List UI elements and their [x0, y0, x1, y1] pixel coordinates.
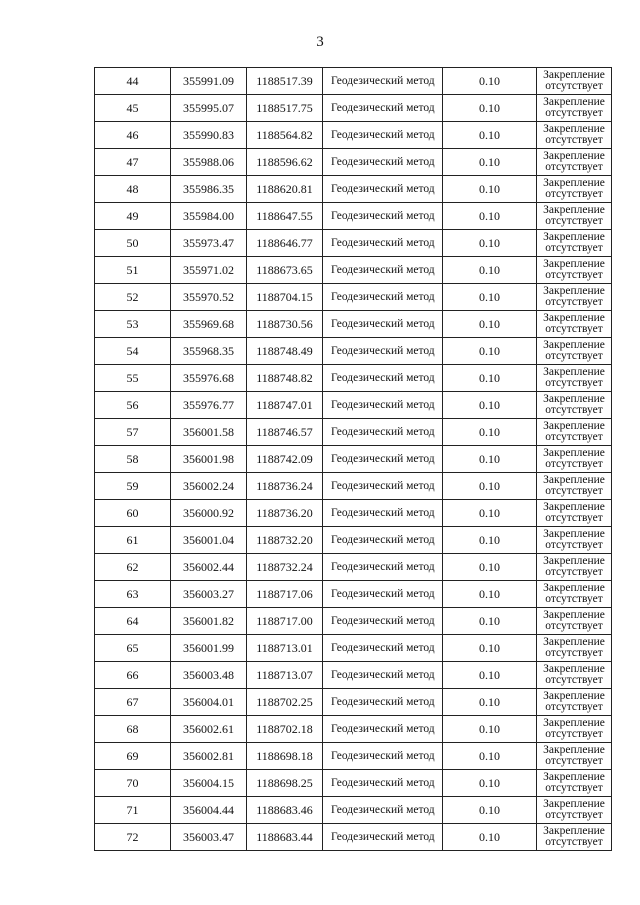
fixation-text: отсутствует: [545, 809, 603, 821]
fixation-text: Закрепление: [543, 771, 605, 783]
fixation-text: Закрепление: [543, 663, 605, 675]
y-coordinate-cell: 1188713.07: [247, 662, 323, 689]
x-coordinate-cell: 355976.68: [171, 365, 247, 392]
y-coordinate-cell: 1188646.77: [247, 230, 323, 257]
fixation-cell: [537, 176, 612, 203]
method-cell: Геодезический метод: [323, 716, 443, 743]
point-number-cell: 71: [95, 797, 171, 824]
fixation-text: отсутствует: [545, 485, 603, 497]
fixation-text: Закрепление: [543, 420, 605, 432]
fixation-text: Закрепление: [543, 96, 605, 108]
table-row: [95, 392, 612, 419]
table-row: [95, 608, 612, 635]
coordinates-table-body: [95, 68, 612, 851]
accuracy-cell: 0.10: [443, 743, 537, 770]
method-cell: Геодезический метод: [323, 581, 443, 608]
y-coordinate-cell: 1188673.65: [247, 257, 323, 284]
point-number-cell: 63: [95, 581, 171, 608]
fixation-text: отсутствует: [545, 458, 603, 470]
method-cell: Геодезический метод: [323, 527, 443, 554]
method-cell: Геодезический метод: [323, 662, 443, 689]
fixation-text: отсутствует: [545, 728, 603, 740]
point-number-cell: 60: [95, 500, 171, 527]
fixation-cell: [537, 446, 612, 473]
table-row: [95, 365, 612, 392]
table-row: [95, 446, 612, 473]
table-row: [95, 473, 612, 500]
method-cell: Геодезический метод: [323, 338, 443, 365]
accuracy-cell: 0.10: [443, 122, 537, 149]
fixation-text: Закрепление: [543, 528, 605, 540]
y-coordinate-cell: 1188702.18: [247, 716, 323, 743]
table-row: [95, 662, 612, 689]
table-row: [95, 311, 612, 338]
table-row: [95, 554, 612, 581]
point-number-cell: 61: [95, 527, 171, 554]
x-coordinate-cell: 356004.44: [171, 797, 247, 824]
x-coordinate-cell: 356003.47: [171, 824, 247, 851]
fixation-cell: [537, 635, 612, 662]
fixation-cell: [537, 500, 612, 527]
y-coordinate-cell: 1188596.62: [247, 149, 323, 176]
accuracy-cell: 0.10: [443, 311, 537, 338]
method-cell: Геодезический метод: [323, 365, 443, 392]
point-number-cell: 55: [95, 365, 171, 392]
point-number-cell: 56: [95, 392, 171, 419]
table-row: [95, 770, 612, 797]
table-row: [95, 419, 612, 446]
fixation-text: отсутствует: [545, 80, 603, 92]
y-coordinate-cell: 1188717.06: [247, 581, 323, 608]
fixation-cell: [537, 743, 612, 770]
fixation-text: отсутствует: [545, 404, 603, 416]
fixation-text: Закрепление: [543, 582, 605, 594]
fixation-text: Закрепление: [543, 825, 605, 837]
point-number-cell: 45: [95, 95, 171, 122]
accuracy-cell: 0.10: [443, 473, 537, 500]
fixation-text: Закрепление: [543, 285, 605, 297]
method-cell: Геодезический метод: [323, 149, 443, 176]
fixation-cell: [537, 608, 612, 635]
table-row: [95, 824, 612, 851]
accuracy-cell: 0.10: [443, 338, 537, 365]
point-number-cell: 46: [95, 122, 171, 149]
accuracy-cell: 0.10: [443, 662, 537, 689]
fixation-cell: [537, 770, 612, 797]
y-coordinate-cell: 1188564.82: [247, 122, 323, 149]
method-cell: Геодезический метод: [323, 770, 443, 797]
fixation-text: Закрепление: [543, 636, 605, 648]
method-cell: Геодезический метод: [323, 500, 443, 527]
accuracy-cell: 0.10: [443, 284, 537, 311]
y-coordinate-cell: 1188748.82: [247, 365, 323, 392]
table-row: [95, 500, 612, 527]
fixation-text: Закрепление: [543, 258, 605, 270]
fixation-text: отсутствует: [545, 377, 603, 389]
accuracy-cell: 0.10: [443, 527, 537, 554]
table-row: [95, 284, 612, 311]
x-coordinate-cell: 356003.27: [171, 581, 247, 608]
point-number-cell: 59: [95, 473, 171, 500]
fixation-text: отсутствует: [545, 593, 603, 605]
x-coordinate-cell: 355991.09: [171, 68, 247, 95]
point-number-cell: 48: [95, 176, 171, 203]
fixation-text: отсутствует: [545, 566, 603, 578]
method-cell: Геодезический метод: [323, 689, 443, 716]
y-coordinate-cell: 1188748.49: [247, 338, 323, 365]
fixation-cell: [537, 68, 612, 95]
fixation-text: отсутствует: [545, 539, 603, 551]
fixation-cell: [537, 716, 612, 743]
method-cell: Геодезический метод: [323, 635, 443, 662]
fixation-text: отсутствует: [545, 431, 603, 443]
y-coordinate-cell: 1188732.24: [247, 554, 323, 581]
fixation-text: Закрепление: [543, 447, 605, 459]
fixation-cell: [537, 419, 612, 446]
point-number-cell: 49: [95, 203, 171, 230]
table-row: [95, 230, 612, 257]
table-row: [95, 581, 612, 608]
method-cell: Геодезический метод: [323, 446, 443, 473]
table-row: [95, 527, 612, 554]
x-coordinate-cell: 355990.83: [171, 122, 247, 149]
y-coordinate-cell: 1188517.75: [247, 95, 323, 122]
fixation-text: Закрепление: [543, 798, 605, 810]
method-cell: Геодезический метод: [323, 176, 443, 203]
y-coordinate-cell: 1188620.81: [247, 176, 323, 203]
fixation-text: отсутствует: [545, 134, 603, 146]
table-row: [95, 203, 612, 230]
fixation-cell: [537, 662, 612, 689]
method-cell: Геодезический метод: [323, 95, 443, 122]
accuracy-cell: 0.10: [443, 176, 537, 203]
table-row: [95, 338, 612, 365]
table-row: [95, 257, 612, 284]
accuracy-cell: 0.10: [443, 149, 537, 176]
x-coordinate-cell: 356000.92: [171, 500, 247, 527]
method-cell: Геодезический метод: [323, 230, 443, 257]
y-coordinate-cell: 1188713.01: [247, 635, 323, 662]
point-number-cell: 57: [95, 419, 171, 446]
accuracy-cell: 0.10: [443, 635, 537, 662]
fixation-text: Закрепление: [543, 204, 605, 216]
fixation-text: Закрепление: [543, 69, 605, 81]
point-number-cell: 68: [95, 716, 171, 743]
accuracy-cell: 0.10: [443, 446, 537, 473]
fixation-text: отсутствует: [545, 269, 603, 281]
table-row: [95, 797, 612, 824]
table-row: [95, 716, 612, 743]
accuracy-cell: 0.10: [443, 392, 537, 419]
x-coordinate-cell: 356004.01: [171, 689, 247, 716]
x-coordinate-cell: 355973.47: [171, 230, 247, 257]
accuracy-cell: 0.10: [443, 824, 537, 851]
fixation-text: отсутствует: [545, 296, 603, 308]
x-coordinate-cell: 356001.98: [171, 446, 247, 473]
fixation-cell: [537, 554, 612, 581]
fixation-cell: [537, 473, 612, 500]
method-cell: Геодезический метод: [323, 797, 443, 824]
accuracy-cell: 0.10: [443, 716, 537, 743]
fixation-text: Закрепление: [543, 690, 605, 702]
point-number-cell: 51: [95, 257, 171, 284]
y-coordinate-cell: 1188698.25: [247, 770, 323, 797]
accuracy-cell: 0.10: [443, 500, 537, 527]
fixation-cell: [537, 230, 612, 257]
point-number-cell: 70: [95, 770, 171, 797]
fixation-text: Закрепление: [543, 555, 605, 567]
fixation-cell: [537, 338, 612, 365]
fixation-cell: [537, 284, 612, 311]
fixation-cell: [537, 95, 612, 122]
accuracy-cell: 0.10: [443, 797, 537, 824]
point-number-cell: 44: [95, 68, 171, 95]
x-coordinate-cell: 356001.04: [171, 527, 247, 554]
method-cell: Геодезический метод: [323, 203, 443, 230]
method-cell: Геодезический метод: [323, 608, 443, 635]
fixation-text: отсутствует: [545, 701, 603, 713]
point-number-cell: 64: [95, 608, 171, 635]
fixation-text: Закрепление: [543, 744, 605, 756]
accuracy-cell: 0.10: [443, 581, 537, 608]
fixation-cell: [537, 257, 612, 284]
x-coordinate-cell: 355969.68: [171, 311, 247, 338]
fixation-text: Закрепление: [543, 474, 605, 486]
y-coordinate-cell: 1188742.09: [247, 446, 323, 473]
accuracy-cell: 0.10: [443, 419, 537, 446]
accuracy-cell: 0.10: [443, 95, 537, 122]
fixation-text: Закрепление: [543, 717, 605, 729]
fixation-text: Закрепление: [543, 123, 605, 135]
y-coordinate-cell: 1188683.44: [247, 824, 323, 851]
y-coordinate-cell: 1188704.15: [247, 284, 323, 311]
method-cell: Геодезический метод: [323, 824, 443, 851]
point-number-cell: 58: [95, 446, 171, 473]
fixation-text: отсутствует: [545, 620, 603, 632]
fixation-text: Закрепление: [543, 393, 605, 405]
y-coordinate-cell: 1188732.20: [247, 527, 323, 554]
fixation-text: отсутствует: [545, 647, 603, 659]
y-coordinate-cell: 1188683.46: [247, 797, 323, 824]
x-coordinate-cell: 356002.81: [171, 743, 247, 770]
fixation-text: отсутствует: [545, 512, 603, 524]
x-coordinate-cell: 355988.06: [171, 149, 247, 176]
table-row: [95, 635, 612, 662]
x-coordinate-cell: 356004.15: [171, 770, 247, 797]
x-coordinate-cell: 356002.61: [171, 716, 247, 743]
x-coordinate-cell: 356001.99: [171, 635, 247, 662]
point-number-cell: 67: [95, 689, 171, 716]
fixation-text: отсутствует: [545, 188, 603, 200]
method-cell: Геодезический метод: [323, 392, 443, 419]
method-cell: Геодезический метод: [323, 284, 443, 311]
x-coordinate-cell: 355968.35: [171, 338, 247, 365]
point-number-cell: 50: [95, 230, 171, 257]
y-coordinate-cell: 1188698.18: [247, 743, 323, 770]
y-coordinate-cell: 1188747.01: [247, 392, 323, 419]
y-coordinate-cell: 1188730.56: [247, 311, 323, 338]
accuracy-cell: 0.10: [443, 257, 537, 284]
x-coordinate-cell: 355976.77: [171, 392, 247, 419]
fixation-cell: [537, 581, 612, 608]
coordinates-table: [94, 67, 612, 851]
y-coordinate-cell: 1188517.39: [247, 68, 323, 95]
x-coordinate-cell: 356001.82: [171, 608, 247, 635]
fixation-text: Закрепление: [543, 366, 605, 378]
accuracy-cell: 0.10: [443, 203, 537, 230]
method-cell: Геодезический метод: [323, 257, 443, 284]
fixation-text: Закрепление: [543, 312, 605, 324]
x-coordinate-cell: 355984.00: [171, 203, 247, 230]
point-number-cell: 53: [95, 311, 171, 338]
accuracy-cell: 0.10: [443, 554, 537, 581]
fixation-cell: [537, 122, 612, 149]
table-row: [95, 68, 612, 95]
fixation-text: Закрепление: [543, 339, 605, 351]
fixation-cell: [537, 203, 612, 230]
accuracy-cell: 0.10: [443, 230, 537, 257]
method-cell: Геодезический метод: [323, 473, 443, 500]
table-row: [95, 149, 612, 176]
table-row: [95, 95, 612, 122]
point-number-cell: 72: [95, 824, 171, 851]
fixation-cell: [537, 365, 612, 392]
method-cell: Геодезический метод: [323, 68, 443, 95]
accuracy-cell: 0.10: [443, 689, 537, 716]
fixation-text: отсутствует: [545, 107, 603, 119]
x-coordinate-cell: 355971.02: [171, 257, 247, 284]
y-coordinate-cell: 1188736.24: [247, 473, 323, 500]
table-row: [95, 743, 612, 770]
y-coordinate-cell: 1188746.57: [247, 419, 323, 446]
accuracy-cell: 0.10: [443, 365, 537, 392]
point-number-cell: 54: [95, 338, 171, 365]
y-coordinate-cell: 1188736.20: [247, 500, 323, 527]
point-number-cell: 66: [95, 662, 171, 689]
y-coordinate-cell: 1188647.55: [247, 203, 323, 230]
x-coordinate-cell: 356001.58: [171, 419, 247, 446]
fixation-text: отсутствует: [545, 242, 603, 254]
fixation-cell: [537, 392, 612, 419]
x-coordinate-cell: 355986.35: [171, 176, 247, 203]
method-cell: Геодезический метод: [323, 554, 443, 581]
accuracy-cell: 0.10: [443, 68, 537, 95]
x-coordinate-cell: 356003.48: [171, 662, 247, 689]
y-coordinate-cell: 1188702.25: [247, 689, 323, 716]
point-number-cell: 52: [95, 284, 171, 311]
fixation-cell: [537, 797, 612, 824]
accuracy-cell: 0.10: [443, 770, 537, 797]
method-cell: Геодезический метод: [323, 743, 443, 770]
fixation-text: отсутствует: [545, 350, 603, 362]
fixation-text: Закрепление: [543, 231, 605, 243]
x-coordinate-cell: 356002.24: [171, 473, 247, 500]
method-cell: Геодезический метод: [323, 311, 443, 338]
fixation-text: отсутствует: [545, 836, 603, 848]
page-number: 3: [316, 34, 324, 50]
fixation-text: Закрепление: [543, 501, 605, 513]
fixation-cell: [537, 527, 612, 554]
accuracy-cell: 0.10: [443, 608, 537, 635]
table-row: [95, 689, 612, 716]
point-number-cell: 65: [95, 635, 171, 662]
fixation-text: Закрепление: [543, 150, 605, 162]
fixation-text: отсутствует: [545, 161, 603, 173]
fixation-text: Закрепление: [543, 609, 605, 621]
method-cell: Геодезический метод: [323, 122, 443, 149]
fixation-text: отсутствует: [545, 755, 603, 767]
method-cell: Геодезический метод: [323, 419, 443, 446]
fixation-cell: [537, 311, 612, 338]
table-row: [95, 176, 612, 203]
fixation-cell: [537, 824, 612, 851]
fixation-text: отсутствует: [545, 782, 603, 794]
fixation-cell: [537, 149, 612, 176]
point-number-cell: 69: [95, 743, 171, 770]
x-coordinate-cell: 355970.52: [171, 284, 247, 311]
x-coordinate-cell: 355995.07: [171, 95, 247, 122]
fixation-text: отсутствует: [545, 215, 603, 227]
point-number-cell: 47: [95, 149, 171, 176]
fixation-text: отсутствует: [545, 674, 603, 686]
table-row: [95, 122, 612, 149]
y-coordinate-cell: 1188717.00: [247, 608, 323, 635]
x-coordinate-cell: 356002.44: [171, 554, 247, 581]
fixation-text: Закрепление: [543, 177, 605, 189]
fixation-text: отсутствует: [545, 323, 603, 335]
fixation-cell: [537, 689, 612, 716]
point-number-cell: 62: [95, 554, 171, 581]
